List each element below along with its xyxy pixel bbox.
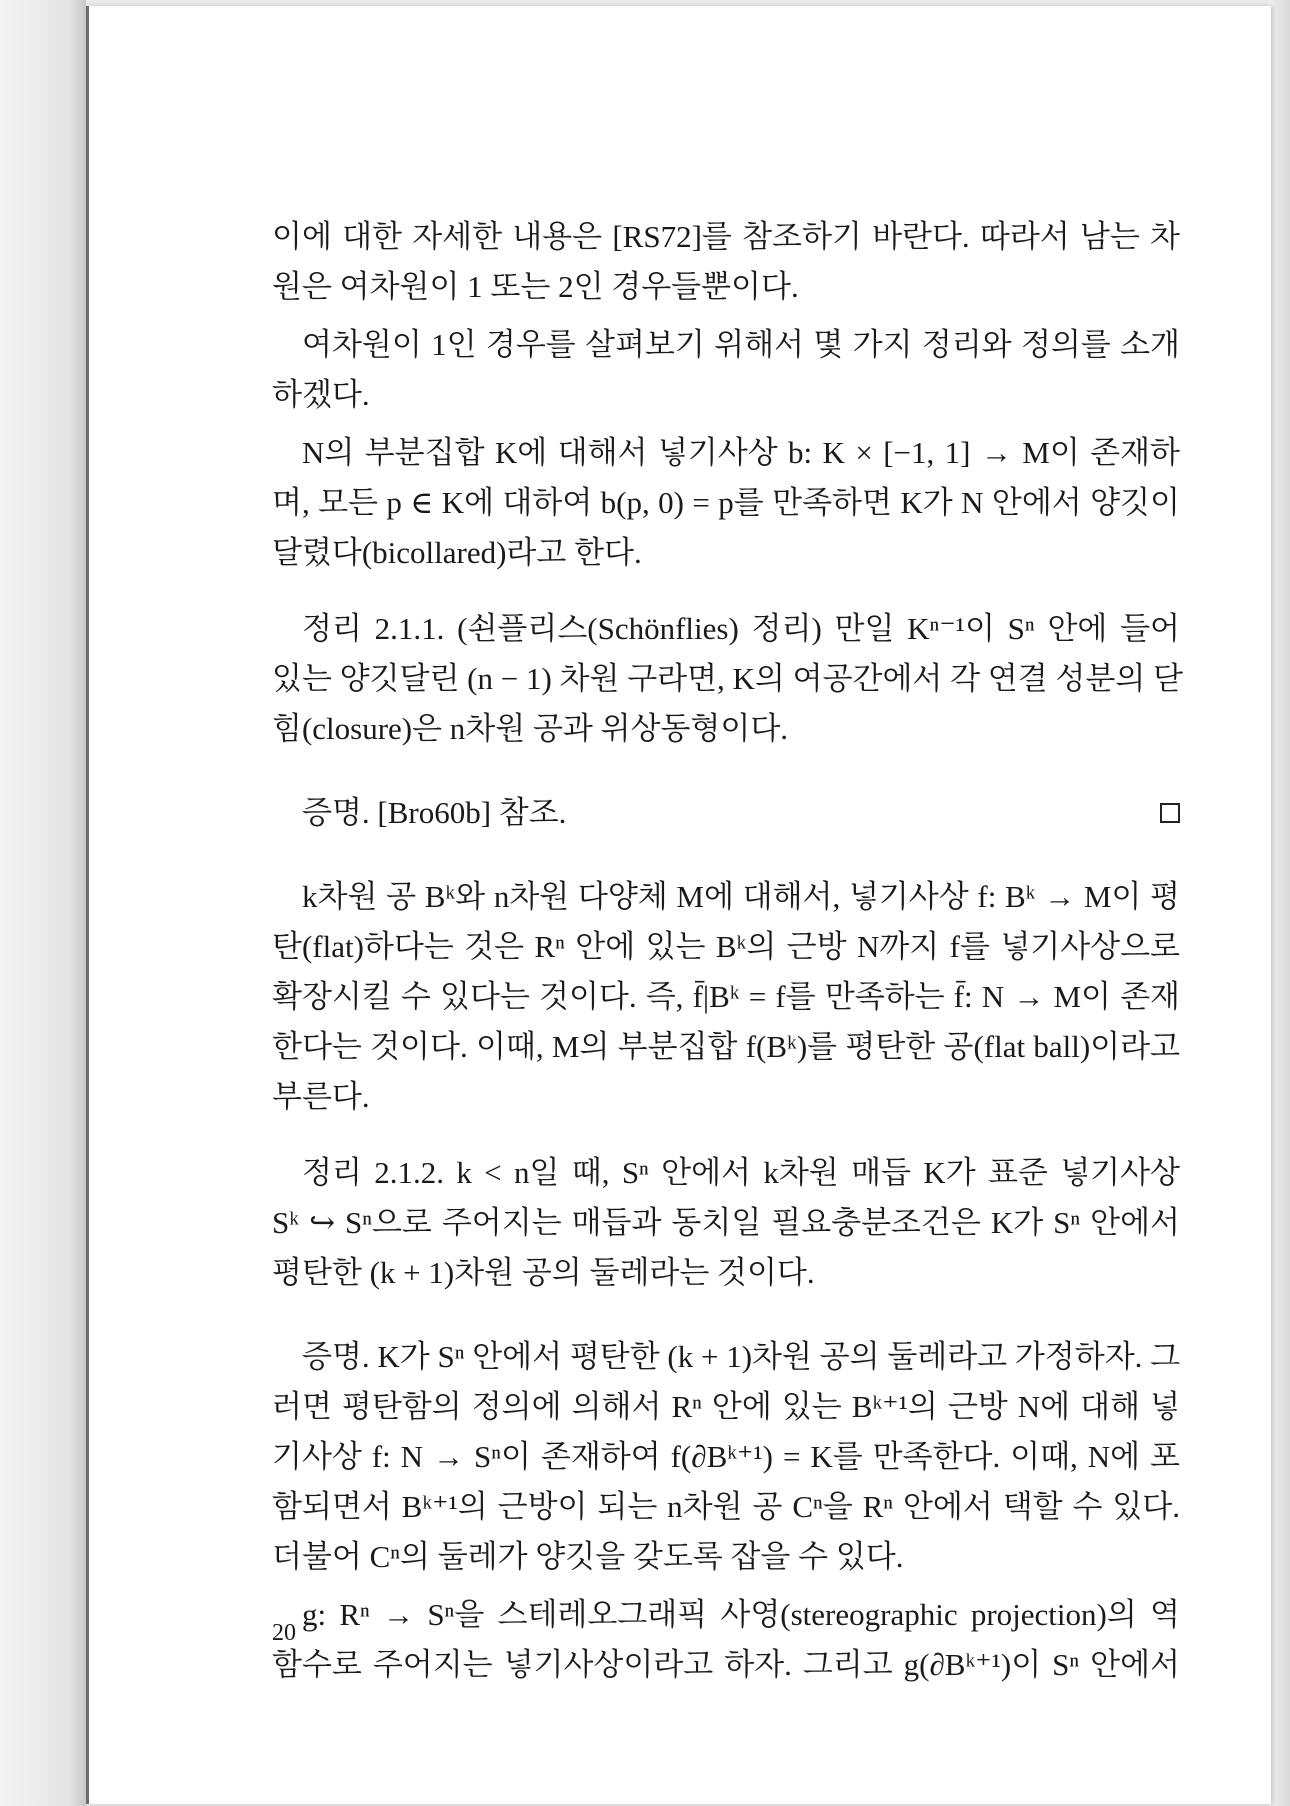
text-line: 더불어 Cⁿ의 둘레가 양깃을 갖도록 잡을 수 있다. — [272, 1539, 904, 1574]
text-line: 러면 평탄함의 정의에 의해서 Rⁿ 안에 있는 Bᵏ⁺¹의 근방 N에 대해 넣 — [272, 1389, 1180, 1424]
proof-2-1-1 — [272, 788, 1180, 838]
page-number: 20 — [272, 1620, 296, 1646]
text-line: 이에 대한 자세한 내용은 [RS72]를 참조하기 바란다. 따라서 남는 차 — [272, 219, 1180, 254]
page-right-edge — [1268, 0, 1290, 1806]
paragraph-references-note — [272, 212, 1180, 312]
text-line: 함수로 주어지는 넣기사상이라고 하자. 그리고 g(∂Bᵏ⁺¹)이 Sⁿ 안에서 — [272, 1647, 1180, 1682]
text-line: 달렸다(bicollared)라고 한다. — [272, 535, 642, 570]
text-line: 증명. K가 Sⁿ 안에서 평탄한 (k + 1)차원 공의 둘레라고 가정하자. 그 — [302, 1339, 1181, 1374]
text-line: 며, 모든 p ∈ K에 대하여 b(p, 0) = p를 만족하면 K가 N 안에서 양깃이 — [272, 485, 1180, 520]
proof-2-1-2 — [272, 1332, 1180, 1582]
text-line: 있는 양깃달린 (n − 1) 차원 구라면, K의 여공간에서 각 연결 성분의 닫 — [272, 661, 1183, 696]
text-line: k차원 공 Bᵏ와 n차원 다양체 M에 대해서, 넣기사상 f: Bᵏ → M이 평 — [302, 879, 1180, 914]
text-line: 기사상 f: N → Sⁿ이 존재하여 f(∂Bᵏ⁺¹) = K를 만족한다. 이때, N에 포 — [272, 1439, 1180, 1474]
paragraph-bicollared-definition — [272, 428, 1180, 578]
theorem-2-1-2 — [272, 1148, 1180, 1298]
text-line: 하겠다. — [272, 377, 370, 412]
text-line: 한다는 것이다. 이때, M의 부분집합 f(Bᵏ)를 평탄한 공(flat ball)이라고 — [272, 1029, 1180, 1064]
text-line: 힘(closure)은 n차원 공과 위상동형이다. — [272, 711, 789, 746]
page-gutter-shadow — [0, 0, 86, 1806]
text-line: N의 부분집합 K에 대해서 넣기사상 b: K × [−1, 1] → M이 존재하 — [302, 435, 1180, 470]
text-line: 함되면서 Bᵏ⁺¹의 근방이 되는 n차원 공 Cⁿ을 Rⁿ 안에서 택할 수 있다. — [272, 1489, 1180, 1524]
text-line: Sᵏ ↪ Sⁿ으로 주어지는 매듭과 동치일 필요충분조건은 K가 Sⁿ 안에서 — [272, 1205, 1180, 1240]
theorem-2-1-1 — [272, 604, 1183, 754]
text-line: g: Rⁿ → Sⁿ을 스테레오그래픽 사영(stereographic projection)의 역 — [302, 1597, 1180, 1632]
paragraph-flat-ball-definition — [272, 872, 1180, 1122]
qed-square-icon — [1160, 803, 1180, 823]
text-line: 평탄한 (k + 1)차원 공의 둘레라는 것이다. — [272, 1255, 815, 1290]
text-line: 부른다. — [272, 1079, 370, 1114]
text-line: 증명. [Bro60b] 참조. — [302, 795, 567, 830]
text-line: 탄(flat)하다는 것은 Rⁿ 안에 있는 Bᵏ의 근방 N까지 f를 넣기사상으로 — [272, 929, 1180, 964]
text-line: 정리 2.1.1. (쇤플리스(Schönflies) 정리) 만일 Kⁿ⁻¹이 Sⁿ 안에 들어 — [302, 611, 1180, 646]
page-text-body — [272, 212, 1183, 1690]
text-line: 확장시킬 수 있다는 것이다. 즉, f̄|Bᵏ = f를 만족하는 f̄: N → M이 존재 — [272, 979, 1180, 1014]
paragraph-codimension-one-intro — [272, 320, 1180, 420]
text-line: 여차원이 1인 경우를 살펴보기 위해서 몇 가지 정리와 정의를 소개 — [302, 327, 1180, 362]
text-line: 원은 여차원이 1 또는 2인 경우들뿐이다. — [272, 269, 799, 304]
paragraph-stereographic-projection — [272, 1590, 1180, 1690]
text-line: 정리 2.1.2. k < n일 때, Sⁿ 안에서 k차원 매듭 K가 표준 넣기사상 — [302, 1155, 1180, 1190]
